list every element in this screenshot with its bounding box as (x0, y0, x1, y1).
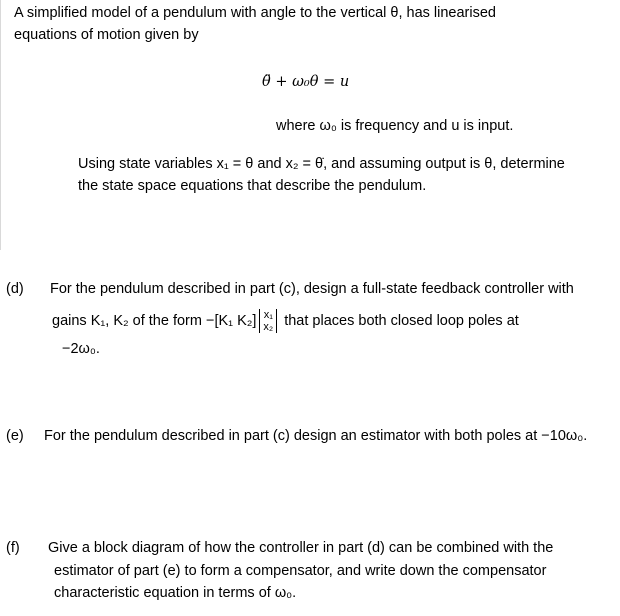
equation-of-motion: θ̈ + ω₀θ = u (262, 74, 350, 90)
part-d-line-2-end: that places both closed loop poles at (284, 312, 519, 329)
part-d-line-3: −2ω₀. (62, 341, 100, 357)
state-vector-top: x₁ (263, 309, 273, 321)
part-d-line-2-start: gains K₁, K₂ of the form −[K₁ K₂] (52, 312, 257, 329)
state-vector-bottom: x₂ (263, 321, 274, 333)
intro-line-2: equations of motion given by (14, 27, 199, 43)
part-f-label: (f) (6, 540, 20, 556)
part-d-label: (d) (6, 281, 24, 297)
state-line-2: the state space equations that describe the pendulum. (78, 178, 427, 194)
left-margin-rule (0, 0, 1, 250)
state-line-1: Using state variables x₁ = θ and x₂ = θ̇, and assuming output is θ, determine (78, 156, 565, 172)
part-f-line-2: estimator of part (e) to form a compensator, and write down the compensator (54, 563, 547, 579)
where-line: where ω₀ is frequency and u is input. (276, 118, 514, 134)
state-vector (259, 309, 277, 333)
part-f-line-3: characteristic equation in terms of ω₀. (54, 585, 297, 601)
part-d-line-1: For the pendulum described in part (c), design a full-state feedback controller with (50, 281, 574, 297)
part-e-label: (e) (6, 428, 24, 444)
part-f-line-1: Give a block diagram of how the controller in part (d) can be combined with the (48, 540, 554, 556)
part-e-line-1: For the pendulum described in part (c) design an estimator with both poles at −10ω₀. (44, 428, 588, 444)
part-d-line-2 (52, 309, 519, 333)
intro-line-1: A simplified model of a pendulum with angle to the vertical θ, has linearised (14, 5, 496, 21)
